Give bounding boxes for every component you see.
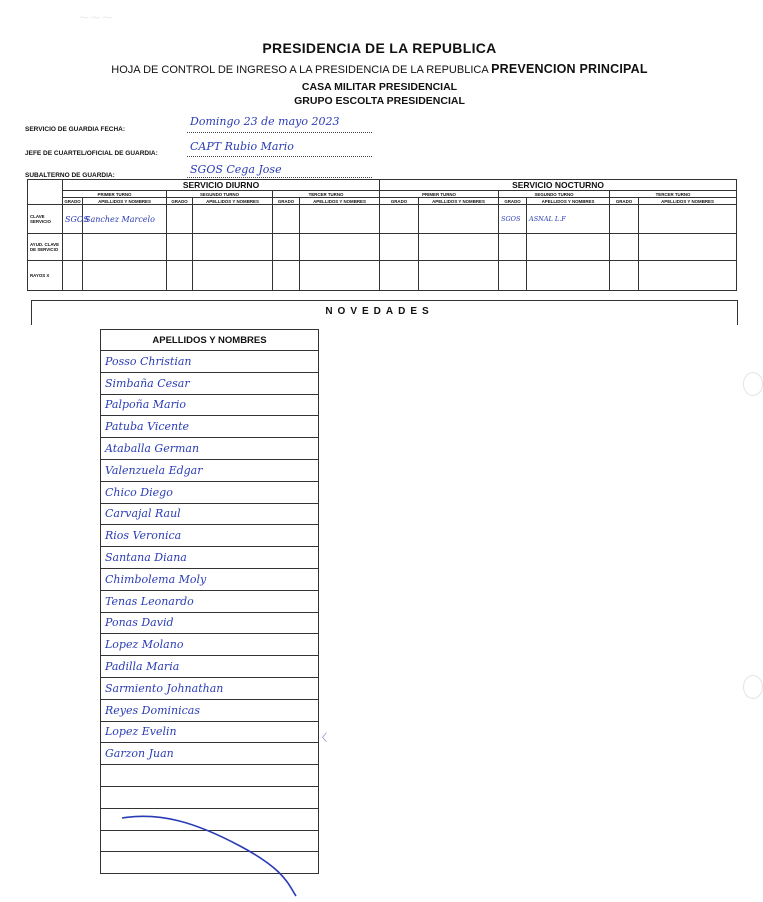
table-cell [610,261,639,291]
col-grado: GRADO [380,198,419,205]
name-entry: Chimbolema Moly [101,568,319,590]
table-cell [193,261,273,291]
fecha-label: SERVICIO DE GUARDIA FECHA: [25,126,126,133]
name-entry: Palpoña Mario [101,394,319,416]
jefe-label: JEFE DE CUARTEL/OFICIAL DE GUARDIA: [25,150,158,157]
fecha-value: Domingo 23 de mayo 2023 [190,115,340,128]
table-cell [639,234,737,261]
punch-hole [743,372,763,396]
nocturno-primer-turno: PRIMER TURNO [380,191,499,198]
table-cell [639,261,737,291]
row-label-ayud-clave: AYUD. CLAVE DE SERVICIO [28,234,63,261]
table-cell [273,205,300,234]
name-entry: Reyes Dominicas [101,699,319,721]
table-cell [380,234,419,261]
col-grado: GRADO [64,198,81,204]
name-entry: Padilla Maria [101,656,319,678]
table-cell [419,261,499,291]
subtitle-bold: PREVENCION PRINCIPAL [491,62,648,76]
name-entry: Chico Diego [101,481,319,503]
jefe-value: CAPT Rubio Mario [190,140,294,153]
col-apellidos: APELLIDOS Y NOMBRES [83,198,167,205]
diurno-segundo-turno: SEGUNDO TURNO [167,191,273,198]
table-cell [527,261,610,291]
table-cell [83,261,167,291]
table-cell [63,234,83,261]
table-cell [273,261,300,291]
name-entry: Posso Christian [101,351,319,373]
table-cell [380,205,419,234]
name-entry: Carvajal Raul [101,503,319,525]
table-cell [610,205,639,234]
fecha-line [187,132,372,133]
diurno-tercer-turno: TERCER TURNO [273,191,380,198]
document-title: PRESIDENCIA DE LA REPUBLICA [262,40,497,56]
table-cell [380,261,419,291]
table-cell [639,205,737,234]
novedades-title: NOVEDADES [325,306,434,317]
clave-nocturno-nombre: ASNAL L.F [527,205,610,234]
col-apellidos: APELLIDOS Y NOMBRES [527,198,610,205]
name-entry: Patuba Vicente [101,416,319,438]
name-entry: Sarmiento Johnathan [101,677,319,699]
servicio-diurno-header: SERVICIO DIURNO [63,180,380,191]
col-grado: GRADO [499,198,527,205]
nocturno-segundo-turno: SEGUNDO TURNO [499,191,610,198]
name-entry: Ataballa German [101,438,319,460]
name-entry: Garzon Juan [101,743,319,765]
faint-scribble: ~~~ [78,10,114,26]
names-table [100,329,319,874]
nocturno-tercer-turno: TERCER TURNO [610,191,737,198]
clave-diurno-nombre: Sanchez Marcelo [83,205,167,234]
clave-diurno-grado: SGOS [63,205,83,234]
col-grado: GRADO [273,198,300,205]
table-cell [499,234,527,261]
table-cell [193,234,273,261]
table-cell [300,234,380,261]
table-cell [167,261,193,291]
strike-through-line [100,804,320,902]
name-entry: Ponas David [101,612,319,634]
table-cell [300,261,380,291]
table-cell [527,234,610,261]
margin-tick-mark: 〈 [317,733,327,744]
subalterno-line [187,177,372,178]
names-header: APELLIDOS Y NOMBRES [101,330,319,351]
table-cell [610,234,639,261]
name-entry: Lopez Evelin [101,721,319,743]
document-subtitle [0,62,759,76]
diurno-primer-turno: PRIMER TURNO [63,191,167,198]
name-entry: Rios Veronica [101,525,319,547]
name-entry: Santana Diana [101,547,319,569]
name-entry: Lopez Molano [101,634,319,656]
row-label-rayos-x: RAYOS X [28,261,63,291]
row-label-clave-servicio: CLAVE SERVICIO [28,205,63,234]
punch-hole [743,675,763,699]
col-apellidos: APELLIDOS Y NOMBRES [639,198,737,205]
service-table [27,179,737,291]
table-cell [83,234,167,261]
subtitle-prefix: HOJA DE CONTROL DE INGRESO A LA PRESIDENCIA DE LA REPUBLICA [111,64,489,76]
table-cell [300,205,380,234]
col-grado: GRADO [610,198,639,205]
subalterno-value: SGOS Cega Jose [190,163,282,176]
col-grado: GRADO [167,198,193,205]
jefe-line [187,156,372,157]
subalterno-label: SUBALTERNO DE GUARDIA: [25,172,115,179]
table-cell [167,234,193,261]
header-line-3: CASA MILITAR PRESIDENCIAL [301,81,458,93]
name-entry: Simbaña Cesar [101,372,319,394]
clave-nocturno-grado: SGOS [499,205,527,234]
col-apellidos: APELLIDOS Y NOMBRES [193,198,273,205]
table-cell [167,205,193,234]
table-cell [273,234,300,261]
col-apellidos: APELLIDOS Y NOMBRES [419,198,499,205]
corner-cell [28,180,63,205]
table-cell [419,205,499,234]
table-cell [419,234,499,261]
header-line-4: GRUPO ESCOLTA PRESIDENCIAL [294,95,465,107]
table-cell [499,261,527,291]
table-cell [63,261,83,291]
name-entry: Valenzuela Edgar [101,459,319,481]
table-cell [193,205,273,234]
name-entry: Tenas Leonardo [101,590,319,612]
servicio-nocturno-header: SERVICIO NOCTURNO [380,180,737,191]
col-apellidos: APELLIDOS Y NOMBRES [300,198,380,205]
name-entry [101,765,319,787]
